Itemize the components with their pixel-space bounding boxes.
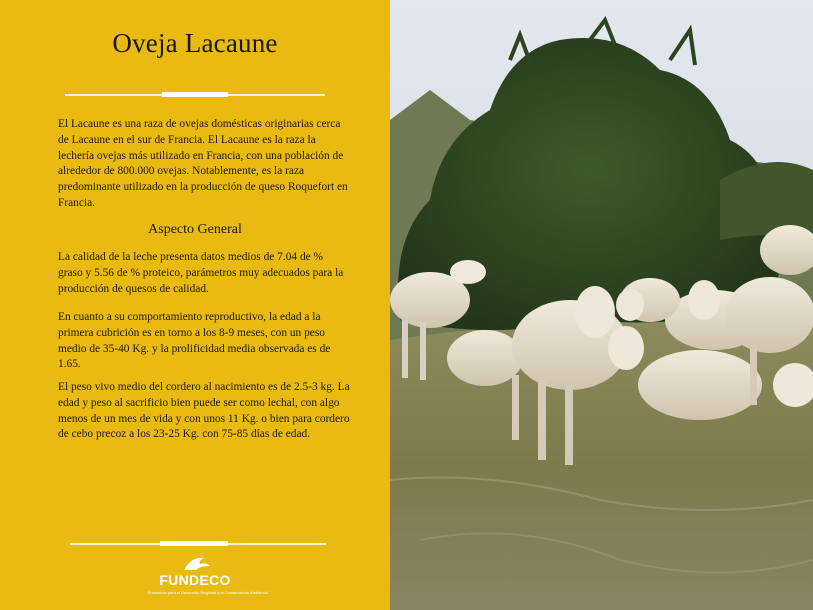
sheep-photo — [390, 0, 813, 610]
page-title: Oveja Lacaune — [112, 28, 278, 58]
intro-paragraph: El Lacaune es una raza de ovejas domésticas originarias cerca de Lacaune en el sur de Francia. El Lacaune es la raza la lechería ovejas más utilizado en Francia, con una población de alrededor de 800.000 ovejas. Notablemente, es la raza predominante utilizado en la producción de queso Roquefort en Francia. — [58, 118, 348, 209]
section-heading: Aspecto General — [148, 222, 242, 237]
paragraph-lamb-weight: El peso vivo medio del cordero al nacimiento es de 2.5-3 kg. La edad y peso al sacrificio bien puede ser como lechal, con algo menos de un mes de vida y con unos 11 Kg. o bien para cordero de cebo precoz a los 23-25 Kg. con 75-85 días de edad. — [58, 381, 350, 441]
fundeco-logo — [140, 552, 268, 602]
logo-tagline: Fundación para el Desarrollo Regional y la Conservación Ambiental — [148, 590, 268, 595]
paragraph-milk-quality: La calidad de la leche presenta datos medios de 7.04 de % graso y 5.56 de % proteico, parámetros muy adecuados para la producción de quesos de calidad. — [58, 251, 344, 295]
dove-icon — [140, 552, 250, 574]
top-divider-accent — [162, 92, 228, 97]
text-panel — [0, 0, 390, 610]
paragraph-reproduction: En cuanto a su comportamiento reproductivo, la edad a la primera cubrición es en torno a los 8-9 meses, con un peso medio de 35-40 Kg. y la prolificidad media observada es de 1.65. — [58, 311, 331, 371]
logo-text: FUNDECO — [159, 572, 231, 588]
bottom-divider-accent — [160, 541, 228, 546]
